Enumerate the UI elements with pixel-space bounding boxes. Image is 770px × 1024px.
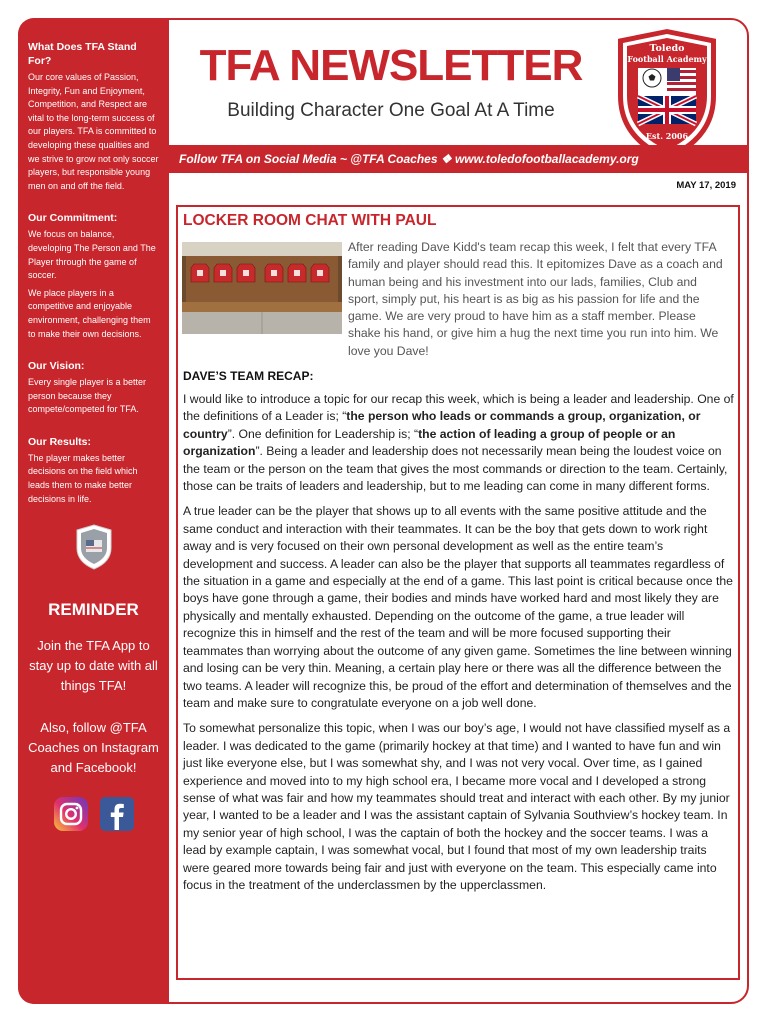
commitment-text-1: We focus on balance, developing The Person and The Player through the game of soccer. <box>28 229 156 281</box>
uk-flag-icon <box>638 96 696 124</box>
locker-room-image <box>182 242 342 334</box>
article-title: LOCKER ROOM CHAT WITH PAUL <box>183 212 437 229</box>
recap-heading: DAVE’S TEAM RECAP: <box>183 369 314 383</box>
social-icons <box>28 796 159 832</box>
instagram-icon[interactable] <box>53 796 89 832</box>
crest-name-line-2: Football Academy <box>627 54 707 64</box>
vision-heading: Our Vision: <box>28 360 85 373</box>
social-banner: Follow TFA on Social Media ~ @TFA Coaches ❖ www.toledofootballacademy.org <box>169 145 749 173</box>
paragraph-3: To somewhat personalize this topic, when I was our boy’s age, I would not have classified myself as a leader. I was dedicated to the game (primarily hockey at that time) and I wanted to have fun and win just like everyone else, but I was somewhat shy, and I was not very vocal. Over time, as I gained experience and moved into to my high school era, I became more vocal and I developed a strong sense of what was fair and how my teammates should treat and interact with each other. By my junior year, I wanted to be a leader and I was the assistant captain of Sylvania Southview’s hockey team. In my senior year of high school, I was the captain of both the hockey and the soccer teams. I was a lead by example captain, I was somewhat vocal, but I found that most of my own leadership traits were geared more towards being fair and just with everyone on the team. This especially came into focus in the treatment of the underclassmen by the upperclassmen. <box>183 721 731 892</box>
vision-text: Every single player is a better person because they compete/competed for TFA. <box>28 377 147 415</box>
what-heading: What Does TFA Stand For? <box>28 41 137 67</box>
p1-text-e: ”. Being a leader and leadership does not necessarily mean being the loudest voice on the team or the person on the team that gives the most commands or direction to the team. Certainly, those can be traits of leaders and leadership, but to me leading can come in many different forms. <box>183 444 728 494</box>
p1-bold-leader-definition: the person who leads or commands a group, organization, or country <box>183 409 701 441</box>
reminder-text: Join the TFA App to stay up to date with all things TFA! <box>29 638 158 694</box>
usa-flag-icon <box>667 68 696 96</box>
article-body <box>183 391 734 902</box>
crest-name-line-1: Toledo <box>649 43 685 54</box>
p1-text-a: I would like to introduce a topic for our recap this week, which is being a leader and leadership. One of the definitions of a Leader is; “ <box>183 392 734 424</box>
newsletter-title: TFA NEWSLETTER <box>199 41 583 90</box>
reminder-heading: REMINDER <box>48 600 139 620</box>
p1-bold-leadership-definition: the action of leading a group of people or an organization <box>183 426 676 459</box>
paragraph-1 <box>183 391 734 495</box>
soccer-ball-icon <box>643 69 661 87</box>
small-crest-logo <box>75 524 113 570</box>
article-intro: After reading Dave Kidd's team recap this week, I felt that every TFA family and player should read this. It epitomizes Dave as a coach and human being and his investment into our lads, families, Club and sport, simply put, his heart is as big as his passion for life and the game. We are very proud to have him as a staff member. Please shake his hand, or give him a hug the next time you run into him. We love you Dave! <box>348 240 723 358</box>
what-text: Our core values of Passion, Integrity, Fun and Enjoyment, Competition, and Respect are vital to the long-term success of our players. TFA is committed to developing these qualities and we strive to grow not only soccer players, but responsible young men on and off the field. <box>28 72 159 191</box>
results-heading: Our Results: <box>28 435 92 448</box>
crest-est: Est. 2006 <box>645 131 689 141</box>
issue-date: MAY 17, 2019 <box>676 180 736 191</box>
commitment-text-2: We place players in a competitive and enjoyable environment, challenging them to make their own decisions. <box>28 287 151 339</box>
newsletter-subtitle: Building Character One Goal At A Time <box>227 100 555 121</box>
follow-text: Also, follow @TFA Coaches on Instagram and Facebook! <box>28 720 159 776</box>
commitment-heading: Our Commitment: <box>28 212 118 225</box>
toledo-football-academy-crest <box>614 26 720 164</box>
p1-text-c: ”. One definition for Leadership is; “ <box>227 426 419 441</box>
sidebar <box>18 18 169 1004</box>
facebook-icon[interactable] <box>99 796 135 832</box>
results-text: The player makes better decisions on the field which leads them to make better decisions in life. <box>28 452 138 504</box>
paragraph-2: A true leader can be the player that shows up to all events with the same positive attitude and the same conduct and interaction with their teammates. It can be the boy that gets down to work right away and is very focused on their own personal development as well as the entire team’s development and success. A leader can also be the player that supports all teammates regardless of the situation in a game and especially at the end of a game. This last point is critical because once the boys have gone through a game, their bodies and minds have worked hard and most likely they are physically and mentally exhausted. Depending on the outcome of the game, a true leader will recognize this in himself and the rest of the team and will be more focused supporting their teammates than worrying about the outcome of any given game. Sometimes the line between winning and losing can be very thin. Meaning, a certain play here or there was all the difference between the two teams. A leader will recognize this, be proud of the effort and determination of themselves and the team and make sure to congratulate everyone on a job well done. <box>183 504 733 710</box>
